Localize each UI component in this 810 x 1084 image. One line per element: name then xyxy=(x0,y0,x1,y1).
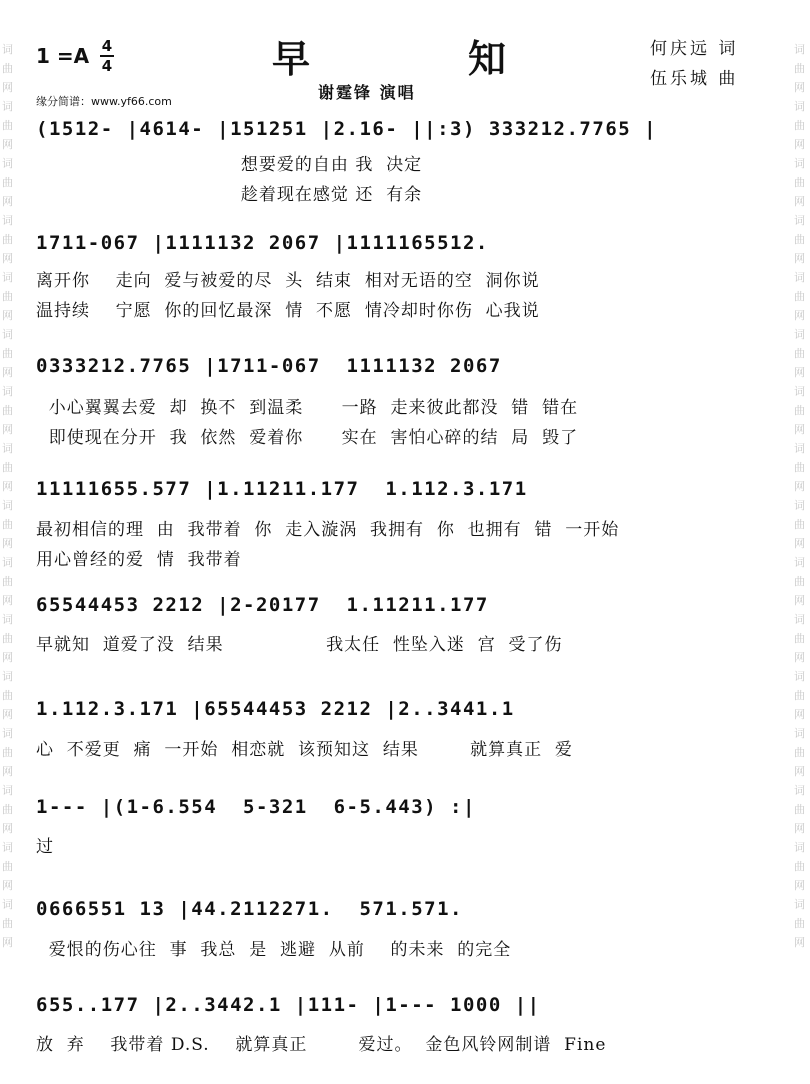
lyric-row-5: 早就知 道爱了没 结果 我太任 性坠入迷 宫 受了伤 xyxy=(36,635,563,655)
lyric-row-7: 过 xyxy=(36,837,54,857)
singer-credit: 谢霆锋 演唱 xyxy=(318,83,416,102)
key-signature: 1 =A xyxy=(36,44,90,68)
lyric-row-3-verse-1: 小心翼翼去爱 却 换不 到温柔 一路 走来彼此都没 错 错在 xyxy=(36,398,579,418)
lyric-row-2-verse-1: 离开你 走向 爱与被爱的尽 头 结束 相对无语的空 洞你说 xyxy=(36,271,540,291)
lyricist-credit: 何庆远 词 xyxy=(650,39,739,59)
lyric-row-6: 心 不爱更 痛 一开始 相恋就 该预知这 结果 就算真正 爱 xyxy=(36,740,573,760)
lyric-row-3-verse-2: 即使现在分开 我 依然 爱着你 实在 害怕心碎的结 局 毁了 xyxy=(36,428,579,448)
time-signature-bottom: 4 xyxy=(101,57,113,75)
notation-row-7: 1--- |(1-6.554 5-321 6-5.443) :| xyxy=(36,796,476,818)
watermark-left: 词曲网词曲网词曲网词曲网词曲网词曲网词曲网词曲网词曲网词曲网词曲网词曲网词曲网词曲网词曲网词曲网 xyxy=(2,43,13,949)
notation-row-3: 0333212.7765 |1711-067 1111132 2067 xyxy=(36,355,502,377)
composer-credit: 伍乐城 曲 xyxy=(650,69,739,89)
song-title-char-2: 知 xyxy=(468,36,507,81)
lyric-row-8: 爱恨的伤心往 事 我总 是 逃避 从前 的未来 的完全 xyxy=(36,940,512,960)
notation-row-9: 655..177 |2..3442.1 |111- |1--- 1000 || xyxy=(36,994,541,1016)
time-signature xyxy=(100,38,114,74)
lyric-row-1-verse-2: 趁着现在感觉 还 有余 xyxy=(36,185,423,205)
song-title-char-1: 早 xyxy=(272,36,311,81)
notation-row-5: 65544453 2212 |2-20177 1.11211.177 xyxy=(36,594,489,616)
time-signature-top: 4 xyxy=(101,37,113,55)
lyric-row-9: 放 弃 我带着 D.S. 就算真正 爱过。 金色风铃网制谱 Fine xyxy=(36,1035,607,1055)
lyric-row-4-verse-1: 最初相信的理 由 我带着 你 走入漩涡 我拥有 你 也拥有 错 一开始 xyxy=(36,520,620,540)
watermark-right: 词曲网词曲网词曲网词曲网词曲网词曲网词曲网词曲网词曲网词曲网词曲网词曲网词曲网词曲网词曲网词曲网 xyxy=(794,43,805,949)
lyric-row-2-verse-2: 温持续 宁愿 你的回忆最深 情 不愿 情冷却时你伤 心我说 xyxy=(36,301,540,321)
notation-row-1: (1512- |4614- |151251 |2.16- ||:3) 333212.7765 | xyxy=(36,118,658,140)
source-credit: 缘分简谱：www.yf66.com xyxy=(36,95,172,108)
notation-row-6: 1.112.3.171 |65544453 2212 |2..3441.1 xyxy=(36,698,515,720)
lyric-row-1-verse-1: 想要爱的自由 我 决定 xyxy=(36,155,423,175)
notation-row-8: 0666551 13 |44.2112271. 571.571. xyxy=(36,898,463,920)
notation-row-2: 1711-067 |1111132 2067 |1111165512. xyxy=(36,232,489,254)
lyric-row-4-verse-2: 用心曾经的爱 情 我带着 xyxy=(36,550,242,570)
notation-row-4: 11111655.577 |1.11211.177 1.112.3.171 xyxy=(36,478,528,500)
